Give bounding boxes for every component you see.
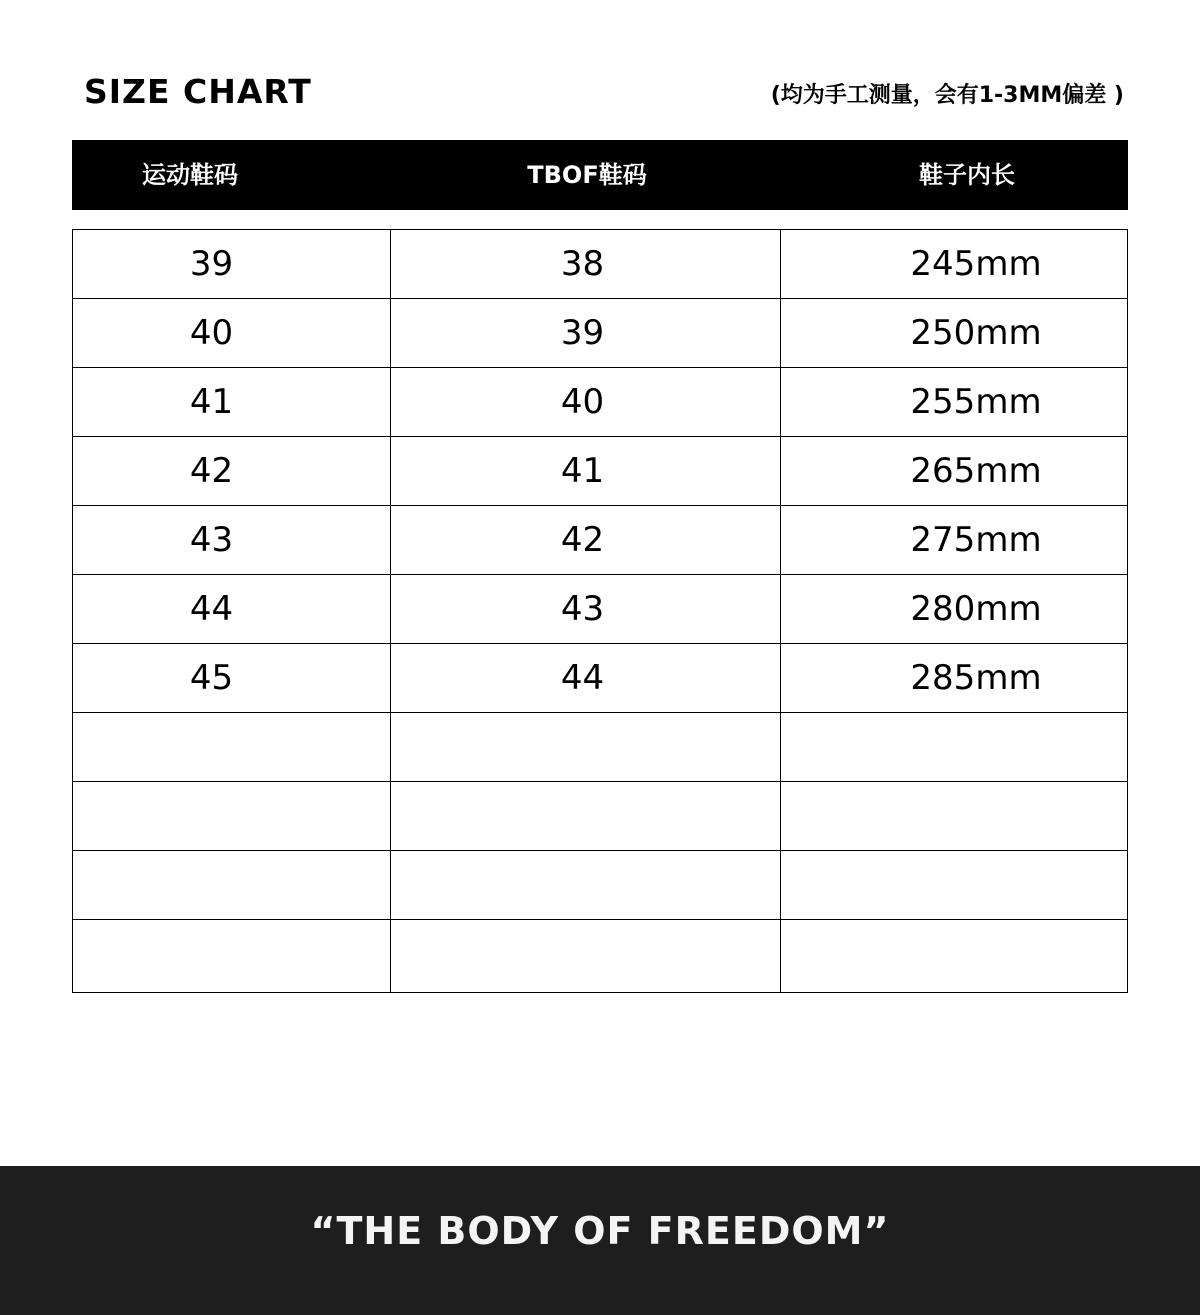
cell-value: 250mm [910, 313, 1042, 353]
cell-value: 39 [189, 244, 234, 284]
sport-size-cell [73, 851, 391, 920]
sport-size-cell [73, 920, 391, 993]
cell-value: 42 [189, 451, 234, 491]
table-row [73, 299, 1128, 368]
cell-value: 38 [560, 244, 605, 284]
inner-length-cell [781, 230, 1128, 299]
cell-value: 39 [560, 313, 605, 353]
tbof-size-cell [391, 230, 781, 299]
cell-value: 41 [560, 451, 605, 491]
cell-value: 43 [560, 589, 605, 629]
cell-value: 44 [560, 658, 605, 698]
table-row [73, 506, 1128, 575]
table-row [73, 368, 1128, 437]
tbof-size-cell [391, 575, 781, 644]
sport-size-cell [73, 713, 391, 782]
sport-size-cell [73, 368, 391, 437]
cell-value: 43 [189, 520, 234, 560]
cell-value: 280mm [910, 589, 1042, 629]
sport-size-cell [73, 644, 391, 713]
inner-length-cell [781, 644, 1128, 713]
inner-length-cell [781, 299, 1128, 368]
cell-value: 265mm [910, 451, 1042, 491]
cell-value: 255mm [910, 382, 1042, 422]
tbof-size-cell [391, 644, 781, 713]
inner-length-cell [781, 851, 1128, 920]
page-title: SIZE CHART [84, 72, 312, 111]
inner-length-cell [781, 920, 1128, 993]
cell-value: 285mm [910, 658, 1042, 698]
footer-slogan: “THE BODY OF FREEDOM” [310, 1209, 890, 1253]
inner-length-cell [781, 713, 1128, 782]
tbof-size-cell [391, 437, 781, 506]
sport-size-cell [73, 575, 391, 644]
tbof-size-cell [391, 713, 781, 782]
tbof-size-cell [391, 368, 781, 437]
sport-size-cell [73, 230, 391, 299]
inner-length-cell [781, 506, 1128, 575]
footer-banner [0, 1166, 1200, 1315]
table-row [73, 230, 1128, 299]
header-tbof-size: TBOF鞋码 [527, 161, 647, 189]
table-row [73, 575, 1128, 644]
size-table-body [73, 230, 1128, 993]
cell-value: 44 [189, 589, 234, 629]
cell-value: 40 [189, 313, 234, 353]
tbof-size-cell [391, 851, 781, 920]
sport-size-cell [73, 437, 391, 506]
table-row [73, 437, 1128, 506]
sport-size-cell [73, 299, 391, 368]
table-row [73, 782, 1128, 851]
measurement-note: (均为手工测量，会有1-3MM偏差 ) [770, 83, 1124, 108]
inner-length-cell [781, 368, 1128, 437]
sport-size-cell [73, 782, 391, 851]
inner-length-cell [781, 437, 1128, 506]
cell-value: 41 [189, 382, 234, 422]
inner-length-cell [781, 575, 1128, 644]
tbof-size-cell [391, 299, 781, 368]
table-row [73, 851, 1128, 920]
table-row [73, 920, 1128, 993]
inner-length-cell [781, 782, 1128, 851]
cell-value: 42 [560, 520, 605, 560]
tbof-size-cell [391, 506, 781, 575]
table-header [72, 140, 1128, 210]
cell-value: 45 [189, 658, 234, 698]
cell-value: 40 [560, 382, 605, 422]
header-sport-size: 运动鞋码 [142, 161, 238, 189]
cell-value: 245mm [910, 244, 1042, 284]
header-inner-length: 鞋子内长 [919, 161, 1015, 189]
cell-value: 275mm [910, 520, 1042, 560]
sport-size-cell [73, 506, 391, 575]
tbof-size-cell [391, 782, 781, 851]
table-row [73, 713, 1128, 782]
table-row [73, 644, 1128, 713]
tbof-size-cell [391, 920, 781, 993]
size-table [72, 229, 1128, 993]
